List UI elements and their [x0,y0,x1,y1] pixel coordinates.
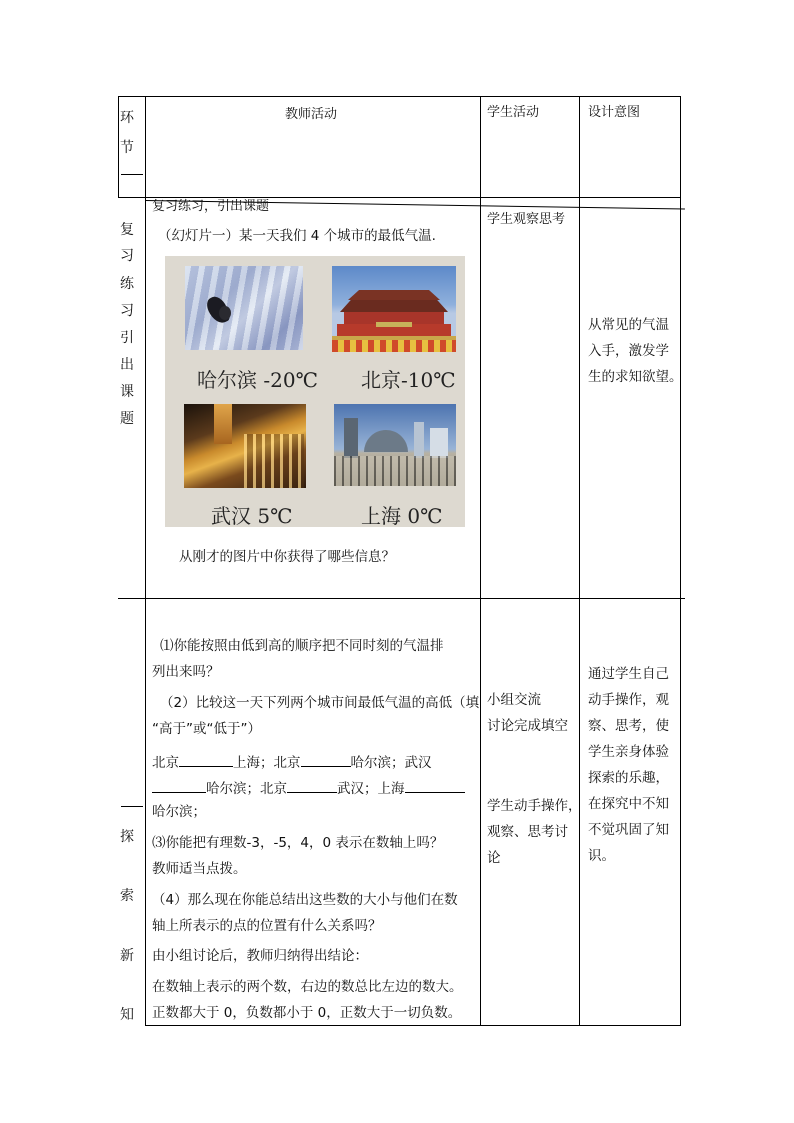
tiananmen-photo [332,266,456,352]
intent-line: 察、思考，使 [588,718,669,734]
col-divider-2 [480,96,481,1026]
section2-char: 探 [120,829,134,845]
intent-line: 不觉巩固了知 [588,822,669,838]
col-divider-3 [579,96,580,1026]
slide-image-panel [165,256,465,527]
section1-title: 复习练习，引出课题 [152,199,270,214]
fountain-plaza-photo [334,404,456,486]
header-bottom-border [118,197,681,198]
table-right-border [680,96,681,1026]
intent-line: 通过学生自己 [588,666,669,682]
section1-char: 习 [120,248,134,264]
intent-line: 在探究中不知 [588,796,669,812]
header-design-intent: 设计意图 [588,105,641,120]
section1-intent-line: 从常见的气温 [588,317,669,333]
header-stage-char-2: 节 [120,140,134,156]
table-bottom-border [145,1025,681,1026]
photo-caption-beijing: 北京-10℃ [361,368,456,392]
photo-caption-wuhan: 武汉 5℃ [211,504,293,528]
header-stage-char-1: 环 [120,110,134,126]
section1-char: 引 [120,330,134,346]
section-divider [118,598,685,599]
section1-intent-line: 入手，激发学 [588,343,669,359]
fill-text: 哈尔滨； [152,804,206,820]
teacher-line: ⑴你能按照由低到高的顺序把不同时刻的气温排 [160,638,444,654]
header-teacher-activity: 教师活动 [285,107,338,122]
student-line: 小组交流 [487,692,541,708]
teacher-line: （4）那么现在你能总结出这些数的大小与他们在数 [152,892,458,908]
fill-text: 武汉；上海 [337,781,405,797]
student-line: 学生动手操作， [487,798,582,814]
teacher-line: ⑶你能把有理数-3，-5，4，0 表示在数轴上吗？ [152,835,444,851]
teacher-line: 由小组讨论后，教师归纳得出结论： [152,948,368,964]
section1-char: 课 [120,384,134,400]
section1-char: 复 [120,222,134,238]
teacher-line: 列出来吗？ [152,664,220,680]
intent-line: 动手操作，观 [588,692,669,708]
building-night-photo [184,404,306,488]
student-line: 观察、思考讨 [487,824,568,840]
stage-dash-2 [121,806,143,807]
photo-caption-shanghai: 上海 0℃ [361,504,443,528]
fill-text: 哈尔滨；北京 [206,781,287,797]
section1-intent-line: 生的求知欲望。 [588,369,683,385]
section1-char: 题 [120,411,134,427]
teacher-line: 教师适当点拨。 [152,861,247,877]
section1-intro: （幻灯片一）某一天我们 4 个城市的最低气温. [158,228,436,244]
fill-blank-line-1 [152,754,432,771]
teacher-line: 在数轴上表示的两个数，右边的数总比左边的数大。 [152,979,463,995]
teacher-line: 正数都大于 0，负数都小于 0，正数大于一切负数。 [152,1005,462,1021]
section2-char: 新 [120,948,134,964]
fill-text: 北京 [152,755,179,771]
intent-line: 识。 [588,848,615,864]
blank-field[interactable] [152,780,206,793]
stage-dash-1 [121,174,143,175]
student-line: 论 [487,850,501,866]
fill-text: 哈尔滨；武汉 [350,755,432,771]
section1-char: 出 [120,357,134,373]
section1-char: 习 [120,303,134,319]
ice-sculpture-photo [185,266,303,350]
student-line: 讨论完成填空 [487,718,568,734]
fill-blank-line-2 [152,780,465,797]
blank-field[interactable] [179,754,233,767]
col-divider-1 [145,96,146,1026]
section1-char: 练 [120,276,134,292]
section1-student-activity: 学生观察思考 [487,212,566,227]
fill-blank-line-3 [152,806,206,820]
table-top-border [118,96,681,97]
blank-field[interactable] [301,754,351,767]
blank-field[interactable] [287,780,337,793]
teacher-line: 轴上所表示的点的位置有什么关系吗？ [152,918,382,934]
blank-field[interactable] [405,780,465,793]
teacher-line: （2）比较这一天下列两个城市间最低气温的高低（填 [160,695,480,711]
section2-char: 知 [120,1007,134,1023]
intent-line: 学生亲身体验 [588,744,669,760]
header-student-activity: 学生活动 [487,105,540,120]
photo-caption-harbin: 哈尔滨 -20℃ [197,368,318,392]
intent-line: 探索的乐趣， [588,770,669,786]
section2-char: 索 [120,888,134,904]
fill-text: 上海；北京 [233,755,301,771]
section1-question: 从刚才的图片中你获得了哪些信息？ [179,549,395,565]
teacher-line: “高于”或“低于”） [152,721,261,737]
